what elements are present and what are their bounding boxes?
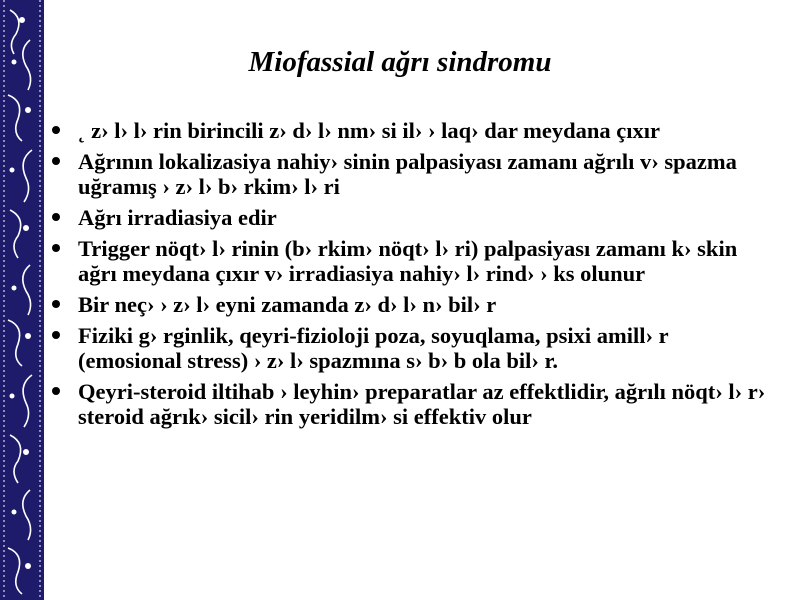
bullet-list: [52, 118, 772, 435]
list-item: [52, 292, 772, 317]
bullet-icon: [52, 244, 60, 252]
bullet-icon: [52, 157, 60, 165]
bullet-text: Bir neç› › z› l› eyni zamanda z› d› l› n› bil› r: [78, 292, 497, 317]
paisley-pattern-icon: [0, 0, 44, 600]
bullet-text: Ağrının lokalizasiya nahiy› sinin palpasiyası zamanı ağrılı v› spazma uğramış › z› l› b› rkim› l› ri: [78, 149, 737, 199]
bullet-text: ˛ z› l› l› rin birincili z› d› l› nm› si il› › laq› dar meydana çıxır: [78, 118, 661, 143]
list-item: [52, 118, 772, 143]
bullet-text: Trigger nöqt› l› rinin (b› rkim› nöqt› l› ri) palpasiyası zamanı k› skin ağrı meydana çıxır v› irradiasiya nahiy› l› rind› › ks olunur: [78, 236, 738, 286]
list-item: [52, 205, 772, 230]
list-item: [52, 149, 772, 199]
bullet-icon: [52, 213, 60, 221]
list-item: [52, 236, 772, 286]
bullet-icon: [52, 300, 60, 308]
decorative-border: [0, 0, 44, 600]
slide-title: Miofassial ağrı sindromu: [248, 46, 552, 78]
bullet-icon: [52, 126, 60, 134]
bullet-text: Qeyri-steroid iltihab › leyhin› preparatlar az effektlidir, ağrılı nöqt› l› r› steroid ağrık› sicil› rin yeridilm› si effektiv olur: [78, 379, 766, 429]
bullet-text: Fiziki g› rginlik, qeyri-fizioloji poza, soyuqlama, psixi amill› r (emosional stress) › z› l› spazmına s› b› b ola bil› r.: [78, 323, 669, 373]
list-item: [52, 323, 772, 373]
bullet-icon: [52, 387, 60, 395]
list-item: [52, 379, 772, 429]
bullet-text: Ağrı irradiasiya edir: [78, 205, 277, 230]
bullet-icon: [52, 331, 60, 339]
